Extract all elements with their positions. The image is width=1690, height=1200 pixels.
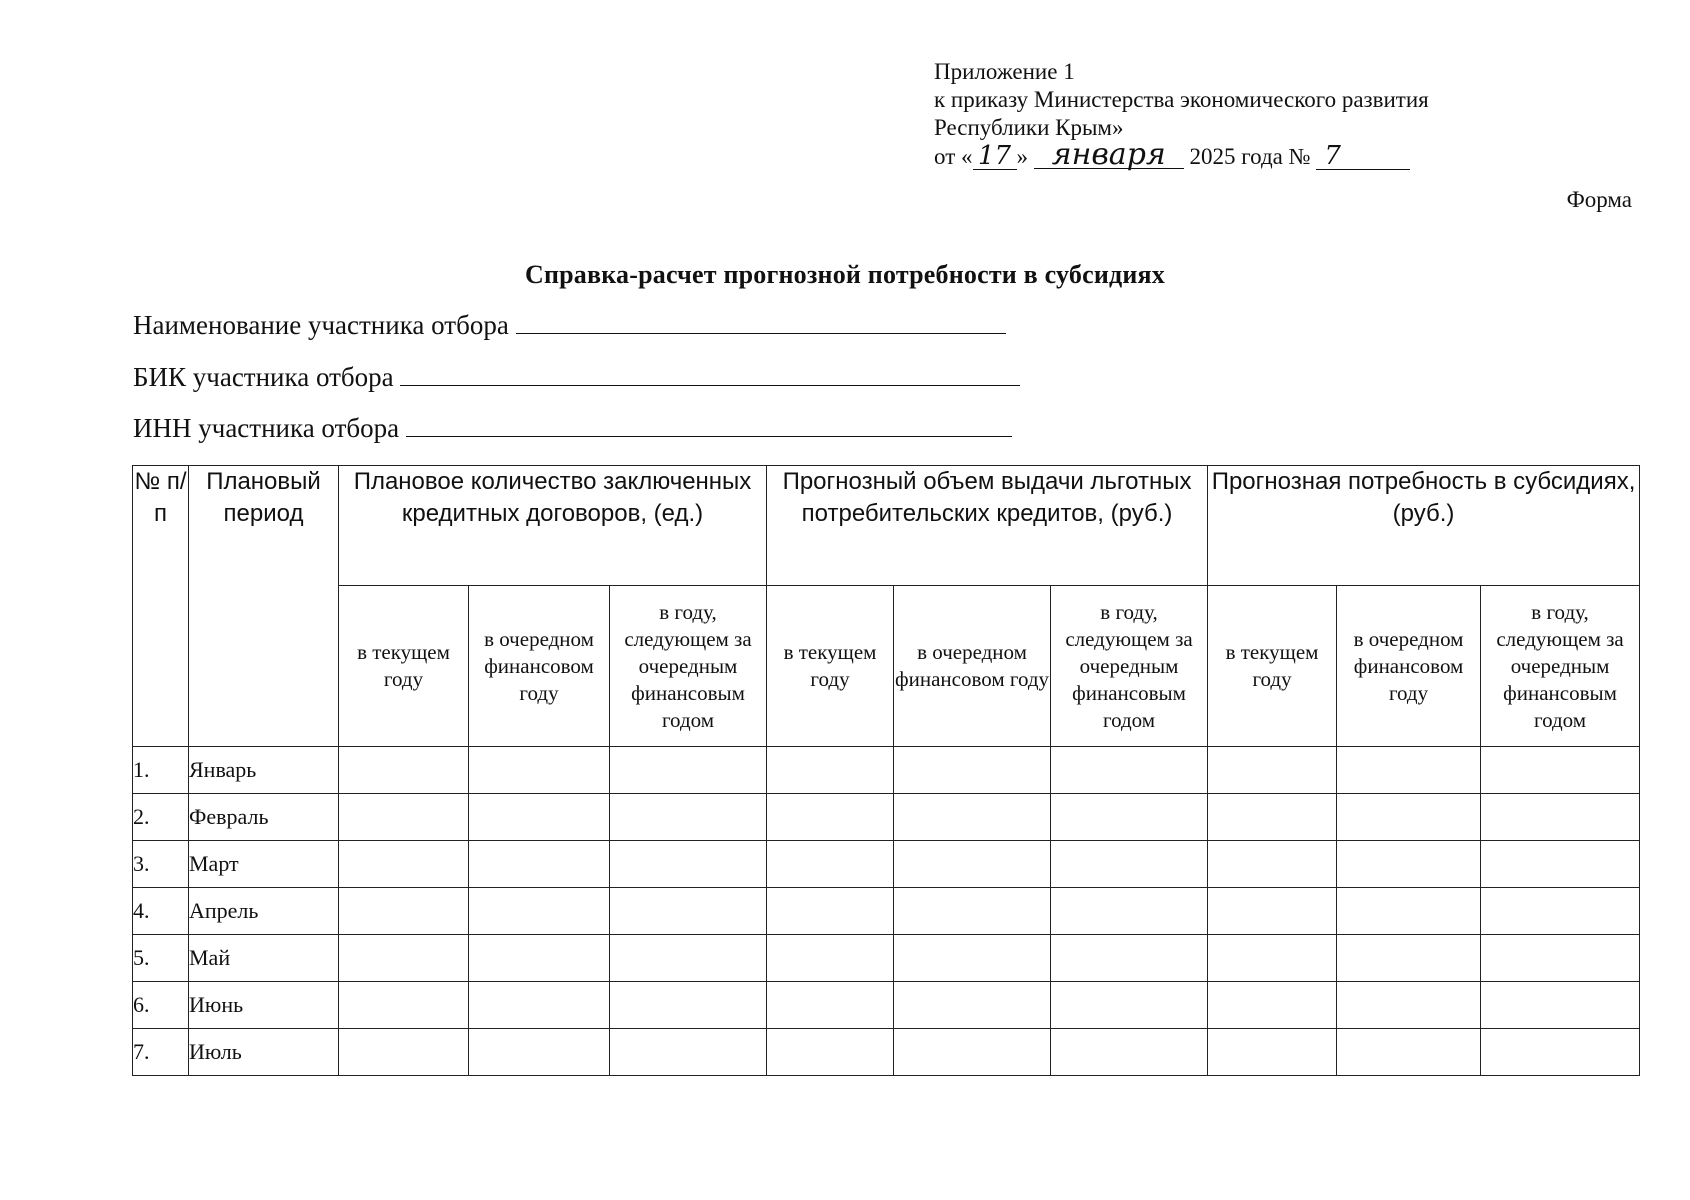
value-cell[interactable]	[1337, 982, 1481, 1029]
subheader-following-year: в году, следующем за очередным финансовым годом	[610, 586, 767, 747]
row-month: Июль	[189, 1029, 339, 1076]
table-row	[133, 935, 1640, 982]
value-cell[interactable]	[1208, 1029, 1337, 1076]
value-cell[interactable]	[894, 935, 1051, 982]
value-cell[interactable]	[1208, 794, 1337, 841]
value-cell[interactable]	[1481, 1029, 1640, 1076]
value-cell[interactable]	[1337, 935, 1481, 982]
value-cell[interactable]	[610, 982, 767, 1029]
value-cell[interactable]	[469, 794, 610, 841]
value-cell[interactable]	[1051, 982, 1208, 1029]
value-cell[interactable]	[339, 841, 469, 888]
value-cell[interactable]	[767, 747, 894, 794]
row-month: Май	[189, 935, 339, 982]
row-number: 6.	[133, 982, 189, 1029]
date-mid: »	[1016, 144, 1028, 169]
date-year-text: 2025 года №	[1189, 144, 1311, 169]
participant-bik-field	[133, 362, 1020, 393]
value-cell[interactable]	[469, 888, 610, 935]
value-cell[interactable]	[894, 794, 1051, 841]
participant-bik-label: БИК участника отбора	[133, 362, 394, 392]
value-cell[interactable]	[610, 841, 767, 888]
participant-name-field	[133, 310, 1006, 341]
value-cell[interactable]	[1051, 747, 1208, 794]
value-cell[interactable]	[1051, 1029, 1208, 1076]
row-number: 4.	[133, 888, 189, 935]
row-month: Июнь	[189, 982, 339, 1029]
value-cell[interactable]	[894, 1029, 1051, 1076]
value-cell[interactable]	[767, 841, 894, 888]
date-month: января	[1034, 142, 1184, 169]
value-cell[interactable]	[469, 982, 610, 1029]
value-cell[interactable]	[767, 982, 894, 1029]
value-cell[interactable]	[1481, 794, 1640, 841]
value-cell[interactable]	[1481, 841, 1640, 888]
participant-bik-input-line[interactable]	[400, 363, 1020, 386]
value-cell[interactable]	[1481, 888, 1640, 935]
subheader-following-year: в году, следующем за очередным финансовым годом	[1051, 586, 1208, 747]
value-cell[interactable]	[469, 935, 610, 982]
value-cell[interactable]	[1481, 747, 1640, 794]
table-row	[133, 794, 1640, 841]
row-month: Апрель	[189, 888, 339, 935]
value-cell[interactable]	[1208, 935, 1337, 982]
subheader-current-year: в текущем году	[767, 586, 894, 747]
row-number: 3.	[133, 841, 189, 888]
value-cell[interactable]	[894, 841, 1051, 888]
value-cell[interactable]	[339, 888, 469, 935]
header-period: Плановый период	[189, 466, 339, 747]
row-number: 7.	[133, 1029, 189, 1076]
header-number: № п/п	[133, 466, 189, 747]
value-cell[interactable]	[610, 747, 767, 794]
appendix-block	[934, 58, 1429, 171]
subheader-following-year: в году, следующем за очередным финансовым годом	[1481, 586, 1640, 747]
date-day: 17	[973, 143, 1017, 170]
subheader-next-year: в очередном финансовом году	[469, 586, 610, 747]
value-cell[interactable]	[894, 888, 1051, 935]
table-row	[133, 747, 1640, 794]
value-cell[interactable]	[610, 888, 767, 935]
participant-name-label: Наименование участника отбора	[133, 310, 509, 340]
value-cell[interactable]	[1337, 888, 1481, 935]
subheader-current-year: в текущем году	[1208, 586, 1337, 747]
value-cell[interactable]	[610, 794, 767, 841]
appendix-line-3: Республики Крым»	[934, 115, 1124, 140]
row-number: 2.	[133, 794, 189, 841]
value-cell[interactable]	[1208, 747, 1337, 794]
value-cell[interactable]	[767, 1029, 894, 1076]
value-cell[interactable]	[1051, 935, 1208, 982]
subsidy-table	[132, 465, 1640, 1076]
header-group-subsidy-need: Прогнозная потребность в субсидиях, (руб.)	[1208, 466, 1640, 586]
value-cell[interactable]	[1051, 841, 1208, 888]
value-cell[interactable]	[1208, 888, 1337, 935]
participant-inn-label: ИНН участника отбора	[133, 413, 400, 443]
row-number: 1.	[133, 747, 189, 794]
subheader-next-year: в очередном финансовом году	[894, 586, 1051, 747]
value-cell[interactable]	[894, 982, 1051, 1029]
value-cell[interactable]	[894, 747, 1051, 794]
row-month: Январь	[189, 747, 339, 794]
value-cell[interactable]	[339, 794, 469, 841]
value-cell[interactable]	[1051, 794, 1208, 841]
date-prefix: от «	[934, 144, 973, 169]
form-label: Форма	[1566, 187, 1632, 212]
value-cell[interactable]	[1337, 794, 1481, 841]
table-row	[133, 982, 1640, 1029]
order-number: 7	[1316, 143, 1410, 170]
value-cell[interactable]	[1337, 841, 1481, 888]
subheader-next-year: в очередном финансовом году	[1337, 586, 1481, 747]
value-cell[interactable]	[1051, 888, 1208, 935]
header-group-credit-volume: Прогнозный объем выдачи льготных потребительских кредитов, (руб.)	[767, 466, 1208, 586]
value-cell[interactable]	[1337, 1029, 1481, 1076]
table-row	[133, 1029, 1640, 1076]
document-title: Справка-расчет прогнозной потребности в субсидиях	[524, 260, 1165, 289]
participant-inn-field	[133, 413, 1012, 444]
table-row	[133, 841, 1640, 888]
value-cell[interactable]	[767, 888, 894, 935]
value-cell[interactable]	[610, 1029, 767, 1076]
table-body	[133, 747, 1640, 1076]
value-cell[interactable]	[1337, 747, 1481, 794]
row-month: Февраль	[189, 794, 339, 841]
value-cell[interactable]	[469, 841, 610, 888]
row-number: 5.	[133, 935, 189, 982]
table-row	[133, 888, 1640, 935]
value-cell[interactable]	[339, 1029, 469, 1076]
value-cell[interactable]	[469, 1029, 610, 1076]
value-cell[interactable]	[339, 982, 469, 1029]
appendix-date-line	[934, 137, 1429, 172]
header-group-contracts: Плановое количество заключенных кредитных договоров, (ед.)	[339, 466, 767, 586]
value-cell[interactable]	[1208, 841, 1337, 888]
value-cell[interactable]	[610, 935, 767, 982]
appendix-line-2: к приказу Министерства экономического развития	[934, 87, 1429, 112]
row-month: Март	[189, 841, 339, 888]
value-cell[interactable]	[767, 935, 894, 982]
value-cell[interactable]	[1208, 982, 1337, 1029]
value-cell[interactable]	[339, 747, 469, 794]
participant-inn-input-line[interactable]	[406, 414, 1012, 437]
participant-name-input-line[interactable]	[516, 311, 1006, 334]
value-cell[interactable]	[339, 935, 469, 982]
appendix-line-1: Приложение 1	[934, 59, 1075, 84]
value-cell[interactable]	[1481, 935, 1640, 982]
value-cell[interactable]	[1481, 982, 1640, 1029]
value-cell[interactable]	[767, 794, 894, 841]
subheader-current-year: в текущем году	[339, 586, 469, 747]
value-cell[interactable]	[469, 747, 610, 794]
